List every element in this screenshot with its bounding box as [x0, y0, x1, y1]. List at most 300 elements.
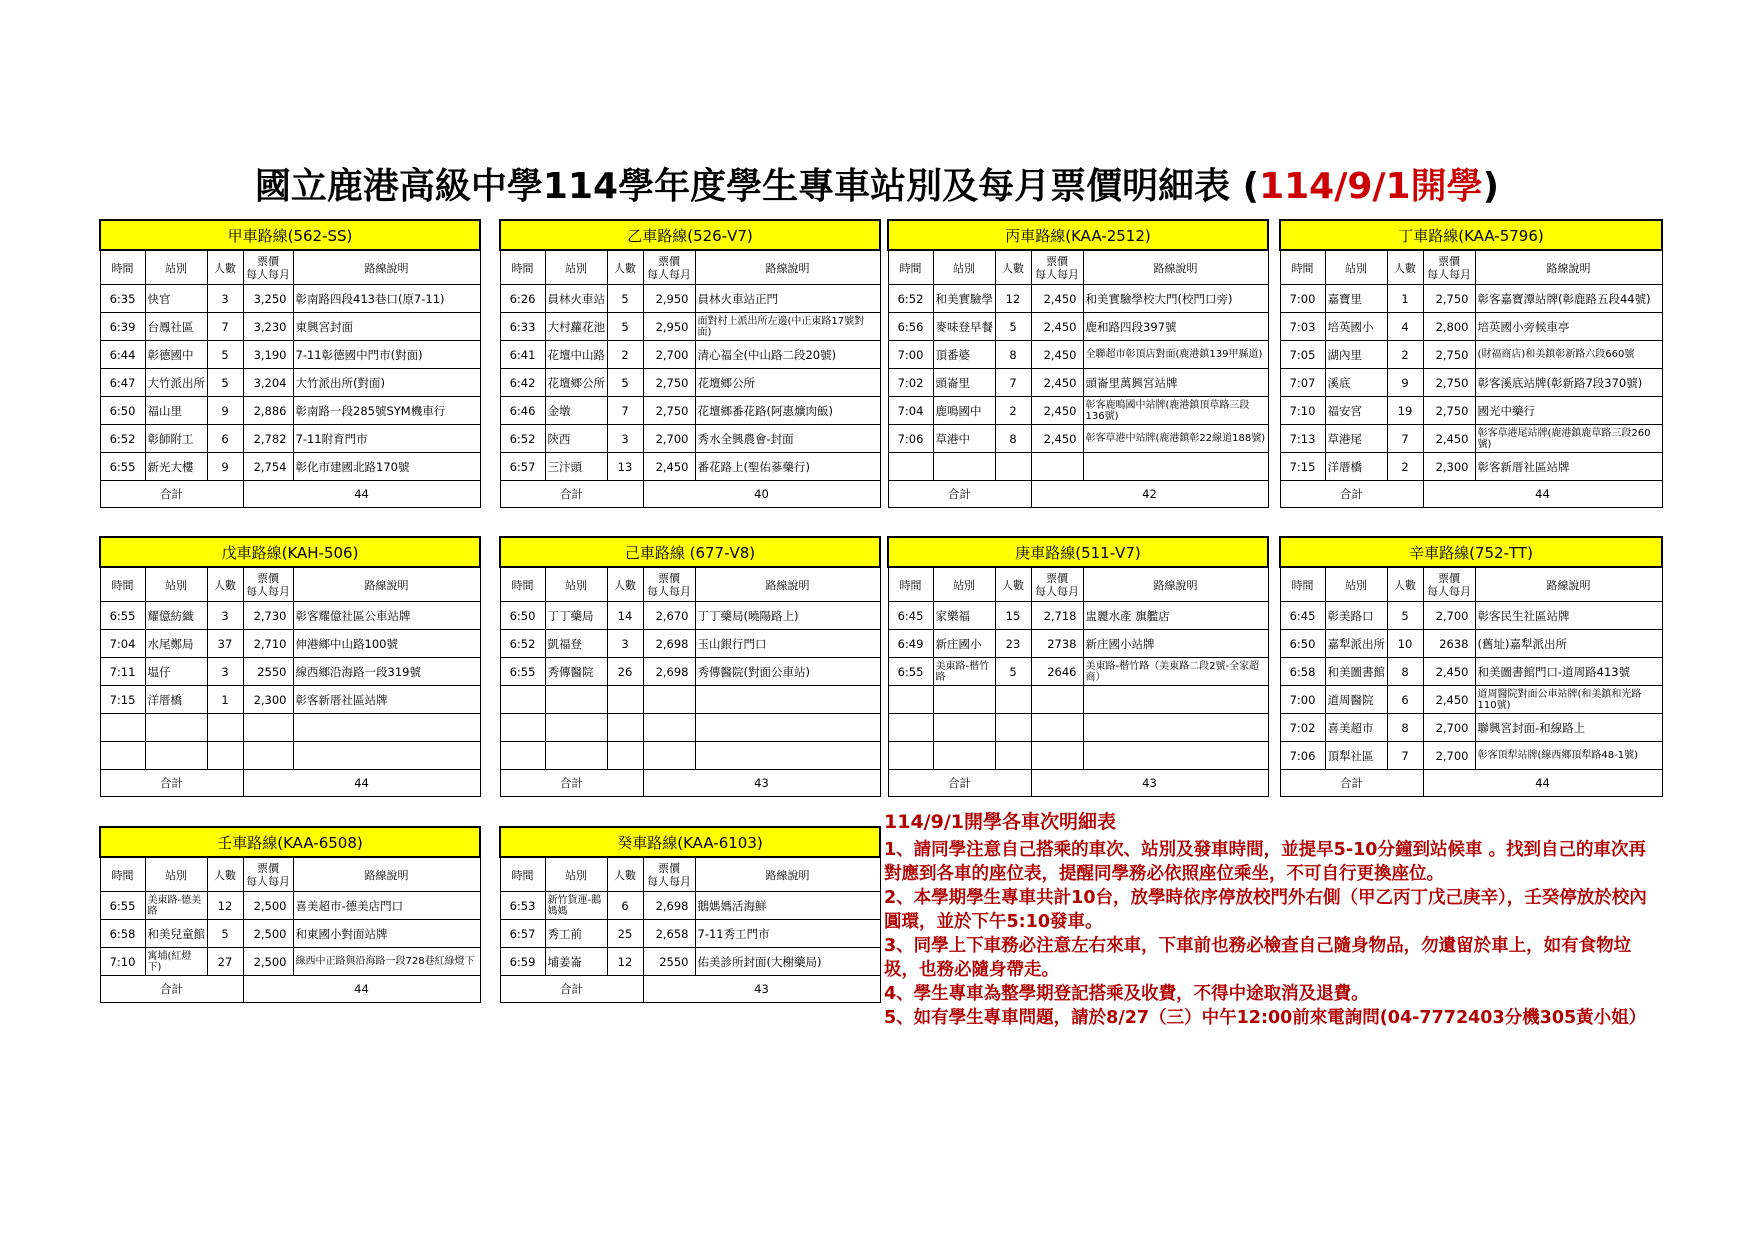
col-header-count: 人數 [1387, 250, 1423, 285]
col-header-fare [643, 567, 695, 602]
table-row [500, 285, 880, 313]
cell-time: 6:55 [100, 453, 145, 481]
cell-desc: 彰客民生社區站牌 [1475, 602, 1662, 630]
col-header-fare-line: 票價 [257, 571, 279, 585]
total-label: 合計 [100, 481, 243, 508]
col-header-fare [1031, 567, 1083, 602]
total-value: 43 [643, 976, 880, 1003]
cell-time [888, 742, 933, 770]
col-header-desc: 路線說明 [293, 567, 480, 602]
cell-fare: 2,710 [243, 630, 293, 658]
cell-time: 7:00 [1280, 686, 1325, 714]
route-title: 辛車路線(752-TT) [1280, 537, 1662, 567]
cell-desc: 和美實驗學校大門(校門口旁) [1083, 285, 1268, 313]
col-header-desc: 路線說明 [293, 250, 480, 285]
cell-desc [695, 742, 880, 770]
cell-fare: 2,750 [1423, 285, 1475, 313]
cell-time: 7:06 [1280, 742, 1325, 770]
cell-station: 和美實驗學 [933, 285, 995, 313]
total-value: 44 [243, 976, 480, 1003]
cell-count: 14 [607, 602, 643, 630]
col-header-fare-line: 票價 [658, 861, 680, 875]
cell-fare: 2,750 [643, 369, 695, 397]
cell-fare: 2,750 [1423, 341, 1475, 369]
col-header-fare-line: 票價 [658, 571, 680, 585]
cell-desc: 7-11彰德國中門市(對面) [293, 341, 480, 369]
total-label: 合計 [888, 481, 1031, 508]
cell-count: 12 [207, 892, 243, 920]
cell-fare: 2,500 [243, 892, 293, 920]
col-header-fare-line: 每人每月 [246, 584, 290, 598]
cell-desc: 培英國小旁候車亭 [1475, 313, 1662, 341]
table-row [500, 425, 880, 453]
cell-count [995, 714, 1031, 742]
cell-fare [643, 714, 695, 742]
route-table [499, 826, 881, 1003]
total-label: 合計 [500, 481, 643, 508]
cell-station: 水尾鄭局 [145, 630, 207, 658]
cell-count: 15 [995, 602, 1031, 630]
table-row [100, 686, 480, 714]
total-value: 42 [1031, 481, 1268, 508]
cell-count: 5 [207, 369, 243, 397]
cell-fare: 2646 [1031, 658, 1083, 686]
route-table [887, 219, 1269, 508]
cell-time: 6:35 [100, 285, 145, 313]
table-row [100, 920, 480, 948]
col-header-desc: 路線說明 [695, 250, 880, 285]
cell-station: 丁丁藥局 [545, 602, 607, 630]
total-value: 40 [643, 481, 880, 508]
cell-count: 9 [207, 453, 243, 481]
col-header-station: 站別 [1325, 250, 1387, 285]
cell-fare: 2,700 [1423, 602, 1475, 630]
cell-fare: 3,204 [243, 369, 293, 397]
table-row [1280, 630, 1662, 658]
cell-fare: 2,450 [1031, 285, 1083, 313]
cell-desc: 彰客耀億社區公車站牌 [293, 602, 480, 630]
col-header-fare-line: 每人每月 [1427, 267, 1471, 281]
table-row [1280, 686, 1662, 714]
cell-station: 埔姜崙 [545, 948, 607, 976]
cell-count: 12 [607, 948, 643, 976]
table-row [1280, 658, 1662, 686]
cell-station: 福安宮 [1325, 397, 1387, 425]
cell-station [145, 714, 207, 742]
cell-desc: 彰客嘉寶潭站牌(彰鹿路五段44號) [1475, 285, 1662, 313]
cell-fare: 2,450 [1031, 425, 1083, 453]
cell-station: 陝西 [545, 425, 607, 453]
col-header-fare-line: 票價 [1438, 254, 1460, 268]
table-row [1280, 285, 1662, 313]
cell-time: 6:58 [1280, 658, 1325, 686]
col-header-fare-line: 票價 [1046, 254, 1068, 268]
cell-fare: 2,800 [1423, 313, 1475, 341]
cell-desc [293, 714, 480, 742]
table-row [100, 453, 480, 481]
table-row [888, 341, 1268, 369]
cell-desc: (舊址)嘉犁派出所 [1475, 630, 1662, 658]
col-header-fare [643, 250, 695, 285]
col-header-fare [1423, 250, 1475, 285]
col-header-fare [243, 250, 293, 285]
cell-count: 6 [207, 425, 243, 453]
cell-desc: 彰南路一段285號SYM機車行 [293, 397, 480, 425]
note-item: 2、本學期學生專車共計10台，放學時依序停放校門外右側（甲乙丙丁戊己庚辛），壬癸停放於校內圓環，並於下午5:10發車。 [884, 888, 1647, 932]
cell-station: 大竹派出所 [145, 369, 207, 397]
cell-fare: 2,450 [1423, 425, 1475, 453]
cell-station: 彰美路口 [1325, 602, 1387, 630]
cell-fare: 2,500 [243, 948, 293, 976]
cell-station: 洋厝橋 [1325, 453, 1387, 481]
cell-station: 洋厝橋 [145, 686, 207, 714]
route-table [499, 219, 881, 508]
col-header-time: 時間 [500, 250, 545, 285]
cell-count: 5 [1387, 602, 1423, 630]
cell-time: 7:11 [100, 658, 145, 686]
cell-count [607, 714, 643, 742]
cell-fare: 2,782 [243, 425, 293, 453]
cell-fare: 2,698 [643, 892, 695, 920]
cell-desc: 美東路-楷竹路（美東路二段2號-全家超商） [1083, 658, 1268, 686]
cell-desc: 國光中藥行 [1475, 397, 1662, 425]
cell-count: 23 [995, 630, 1031, 658]
route-title: 丙車路線(KAA-2512) [888, 220, 1268, 250]
cell-station: 新竹貨運-鵝媽媽 [545, 892, 607, 920]
cell-desc: 彰客頂犁站牌(線西鄉頂犁路48-1號) [1475, 742, 1662, 770]
cell-fare: 2,750 [643, 397, 695, 425]
cell-count [207, 714, 243, 742]
route-title: 甲車路線(562-SS) [100, 220, 480, 250]
cell-fare: 2,450 [1031, 369, 1083, 397]
cell-time: 7:07 [1280, 369, 1325, 397]
table-row [100, 313, 480, 341]
col-header-desc: 路線說明 [1475, 250, 1662, 285]
cell-time: 7:15 [1280, 453, 1325, 481]
cell-time: 6:57 [500, 453, 545, 481]
cell-fare: 2,700 [1423, 742, 1475, 770]
cell-time: 7:04 [888, 397, 933, 425]
cell-fare: 2,300 [243, 686, 293, 714]
cell-time: 7:15 [100, 686, 145, 714]
cell-time: 6:39 [100, 313, 145, 341]
cell-time [888, 686, 933, 714]
cell-fare: 2,698 [643, 630, 695, 658]
cell-fare: 2,450 [1423, 658, 1475, 686]
cell-desc: 彰客鹿鳴國中站牌(鹿港鎮頂草路三段136號) [1083, 397, 1268, 425]
col-header-fare-line: 每人每月 [647, 874, 691, 888]
cell-time: 6:46 [500, 397, 545, 425]
table-row [888, 369, 1268, 397]
cell-count: 7 [1387, 742, 1423, 770]
cell-fare: 2738 [1031, 630, 1083, 658]
table-row [500, 686, 880, 714]
cell-count: 19 [1387, 397, 1423, 425]
cell-station: 和美圖書館 [1325, 658, 1387, 686]
cell-count: 2 [607, 341, 643, 369]
cell-station: 草港中 [933, 425, 995, 453]
cell-count: 27 [207, 948, 243, 976]
table-row [500, 453, 880, 481]
cell-station [545, 686, 607, 714]
cell-fare [1031, 686, 1083, 714]
cell-desc [1083, 714, 1268, 742]
cell-time: 7:13 [1280, 425, 1325, 453]
notes-section [884, 810, 1664, 1030]
cell-desc: 彰南路四段413巷口(原7-11) [293, 285, 480, 313]
total-label: 合計 [500, 770, 643, 797]
cell-time: 6:52 [500, 630, 545, 658]
table-row [888, 602, 1268, 630]
total-value: 44 [243, 481, 480, 508]
cell-count: 3 [607, 630, 643, 658]
route-title: 癸車路線(KAA-6103) [500, 827, 880, 857]
cell-station: 美東路-德美路 [145, 892, 207, 920]
route-table [499, 536, 881, 797]
cell-desc: 彰客新厝社區站牌 [1475, 453, 1662, 481]
cell-time: 7:04 [100, 630, 145, 658]
col-header-station: 站別 [933, 567, 995, 602]
cell-time [888, 714, 933, 742]
col-header-fare [1423, 567, 1475, 602]
cell-time: 6:52 [100, 425, 145, 453]
cell-desc: 佑美診所封面(大榭藥局) [695, 948, 880, 976]
table-row [500, 658, 880, 686]
table-row [888, 453, 1268, 481]
cell-time: 7:02 [1280, 714, 1325, 742]
cell-station: 三汴頭 [545, 453, 607, 481]
cell-station: 彰師附工 [145, 425, 207, 453]
cell-station: 鹿鳴國中 [933, 397, 995, 425]
cell-station: 快官 [145, 285, 207, 313]
cell-station: 塭仔 [145, 658, 207, 686]
cell-time: 6:41 [500, 341, 545, 369]
col-header-fare-line: 票價 [257, 861, 279, 875]
col-header-fare-line: 每人每月 [1035, 584, 1079, 598]
table-row [500, 948, 880, 976]
cell-count: 5 [207, 341, 243, 369]
cell-time: 6:56 [888, 313, 933, 341]
cell-count [995, 742, 1031, 770]
total-label: 合計 [100, 770, 243, 797]
cell-fare: 2,450 [1423, 686, 1475, 714]
cell-fare [243, 742, 293, 770]
cell-desc [695, 714, 880, 742]
cell-desc: 番花路上(聖佑蔘藥行) [695, 453, 880, 481]
cell-time: 6:55 [500, 658, 545, 686]
cell-station: 福山里 [145, 397, 207, 425]
cell-time: 7:10 [1280, 397, 1325, 425]
col-header-fare [1031, 250, 1083, 285]
cell-fare: 2638 [1423, 630, 1475, 658]
route-table [99, 536, 481, 797]
cell-count: 5 [607, 285, 643, 313]
cell-station: 新庄國小 [933, 630, 995, 658]
cell-time [500, 714, 545, 742]
table-row [888, 714, 1268, 742]
cell-time: 7:10 [100, 948, 145, 976]
cell-time: 6:58 [100, 920, 145, 948]
col-header-fare-line: 票價 [658, 254, 680, 268]
cell-station: 麥味登早餐 [933, 313, 995, 341]
cell-time: 6:45 [888, 602, 933, 630]
cell-station: 秀工前 [545, 920, 607, 948]
cell-desc: 道周醫院對面公車站牌(和美鎮和光路110號) [1475, 686, 1662, 714]
cell-count [995, 453, 1031, 481]
title-end: ) [1482, 166, 1500, 207]
cell-time: 7:00 [888, 341, 933, 369]
col-header-count: 人數 [207, 567, 243, 602]
table-row [1280, 714, 1662, 742]
cell-count: 5 [607, 369, 643, 397]
col-header-count: 人數 [207, 857, 243, 892]
table-row [888, 742, 1268, 770]
cell-count: 3 [607, 425, 643, 453]
cell-desc: 7-11附育門市 [293, 425, 480, 453]
table-row [100, 397, 480, 425]
cell-desc: 花壇鄉公所 [695, 369, 880, 397]
cell-count: 3 [207, 285, 243, 313]
cell-fare: 2,950 [643, 285, 695, 313]
cell-count [995, 686, 1031, 714]
table-row [500, 341, 880, 369]
cell-station: 大村蘿花池 [545, 313, 607, 341]
cell-desc: 盅麗水產 旗艦店 [1083, 602, 1268, 630]
col-header-count: 人數 [607, 857, 643, 892]
cell-fare [643, 742, 695, 770]
cell-station: 培英國小 [1325, 313, 1387, 341]
col-header-station: 站別 [933, 250, 995, 285]
table-row [100, 602, 480, 630]
cell-desc: 喜美超市-德美店門口 [293, 892, 480, 920]
cell-station: 花壇鄉公所 [545, 369, 607, 397]
table-row [888, 397, 1268, 425]
note-item: 1、請同學注意自己搭乘的車次、站別及發車時間，並提早5-10分鐘到站候車 。找到自己的車次再 對應到各車的座位表，提醒同學務必依照座位乘坐，不可自行更換座位。 [884, 840, 1664, 884]
table-row [500, 714, 880, 742]
cell-desc: 面對村上派出所左邊(中正東路17號對面) [695, 313, 880, 341]
cell-count: 8 [995, 341, 1031, 369]
note-item: 5、如有學生專車問題，請於8/27（三）中午12:00前來電詢問(04-7772403分機305黃小姐） [884, 1008, 1647, 1028]
table-row [100, 892, 480, 920]
cell-count: 2 [1387, 453, 1423, 481]
col-header-fare [643, 857, 695, 892]
col-header-fare-line: 每人每月 [1427, 584, 1471, 598]
cell-time: 6:52 [888, 285, 933, 313]
route-title: 壬車路線(KAA-6508) [100, 827, 480, 857]
table-row [1280, 313, 1662, 341]
cell-desc: 玉山銀行門口 [695, 630, 880, 658]
title-main: 國立鹿港高級中學114學年度學生專車站別及每月票價明細表 ( [254, 166, 1260, 207]
cell-time: 6:50 [100, 397, 145, 425]
cell-desc: 彰化市建國北路170號 [293, 453, 480, 481]
cell-time: 6:59 [500, 948, 545, 976]
cell-fare: 2,670 [643, 602, 695, 630]
cell-station: 新光大樓 [145, 453, 207, 481]
cell-fare [1031, 453, 1083, 481]
cell-station [933, 714, 995, 742]
col-header-station: 站別 [1325, 567, 1387, 602]
cell-time: 6:45 [1280, 602, 1325, 630]
cell-time: 6:55 [100, 602, 145, 630]
table-row [100, 369, 480, 397]
cell-fare: 2,698 [643, 658, 695, 686]
col-header-count: 人數 [995, 250, 1031, 285]
cell-station: 凱福登 [545, 630, 607, 658]
cell-station [933, 686, 995, 714]
total-label: 合計 [500, 976, 643, 1003]
col-header-time: 時間 [100, 567, 145, 602]
table-row [888, 630, 1268, 658]
cell-time: 6:42 [500, 369, 545, 397]
cell-time: 6:47 [100, 369, 145, 397]
cell-station: 喜美超市 [1325, 714, 1387, 742]
col-header-station: 站別 [545, 567, 607, 602]
cell-station: 金墩 [545, 397, 607, 425]
table-row [1280, 453, 1662, 481]
total-label: 合計 [888, 770, 1031, 797]
cell-station: 家樂福 [933, 602, 995, 630]
cell-station: 道周醫院 [1325, 686, 1387, 714]
cell-time: 6:50 [1280, 630, 1325, 658]
route-title: 戊車路線(KAH-506) [100, 537, 480, 567]
table-row [500, 892, 880, 920]
table-row [100, 658, 480, 686]
cell-count: 37 [207, 630, 243, 658]
total-value: 44 [243, 770, 480, 797]
cell-count: 7 [1387, 425, 1423, 453]
cell-time: 6:53 [500, 892, 545, 920]
cell-count: 8 [1387, 714, 1423, 742]
cell-fare [243, 714, 293, 742]
cell-time: 7:03 [1280, 313, 1325, 341]
cell-station: 花壇中山路 [545, 341, 607, 369]
cell-count: 3 [207, 658, 243, 686]
cell-count: 4 [1387, 313, 1423, 341]
table-row [888, 686, 1268, 714]
note-item: 4、學生專車為整學期登記搭乘及收費，不得中途取消及退費。 [884, 984, 1369, 1004]
cell-desc: 彰客草港中站牌(鹿港鎮彰22線道188號) [1083, 425, 1268, 453]
col-header-desc: 路線說明 [293, 857, 480, 892]
cell-count: 7 [607, 397, 643, 425]
col-header-fare-line: 每人每月 [246, 267, 290, 281]
cell-fare [1031, 742, 1083, 770]
col-header-desc: 路線說明 [1475, 567, 1662, 602]
cell-count: 10 [1387, 630, 1423, 658]
col-header-time: 時間 [500, 857, 545, 892]
cell-time [888, 453, 933, 481]
cell-desc: 聯興宮封面-和線路上 [1475, 714, 1662, 742]
cell-fare: 2,730 [243, 602, 293, 630]
cell-time: 7:02 [888, 369, 933, 397]
table-row [100, 341, 480, 369]
col-header-count: 人數 [607, 250, 643, 285]
cell-station [545, 714, 607, 742]
cell-desc: (財福商店)和美鎮彰新路六段660號 [1475, 341, 1662, 369]
col-header-time: 時間 [500, 567, 545, 602]
cell-desc: 7-11秀工門市 [695, 920, 880, 948]
cell-time: 6:52 [500, 425, 545, 453]
cell-time: 6:49 [888, 630, 933, 658]
cell-desc: 秀傳醫院(對面公車站) [695, 658, 880, 686]
cell-desc: 員林火車站正門 [695, 285, 880, 313]
cell-station: 湖內里 [1325, 341, 1387, 369]
cell-fare: 2,754 [243, 453, 293, 481]
cell-count: 3 [207, 602, 243, 630]
cell-station: 耀億紡織 [145, 602, 207, 630]
cell-count: 1 [1387, 285, 1423, 313]
col-header-station: 站別 [545, 250, 607, 285]
cell-time: 6:55 [888, 658, 933, 686]
